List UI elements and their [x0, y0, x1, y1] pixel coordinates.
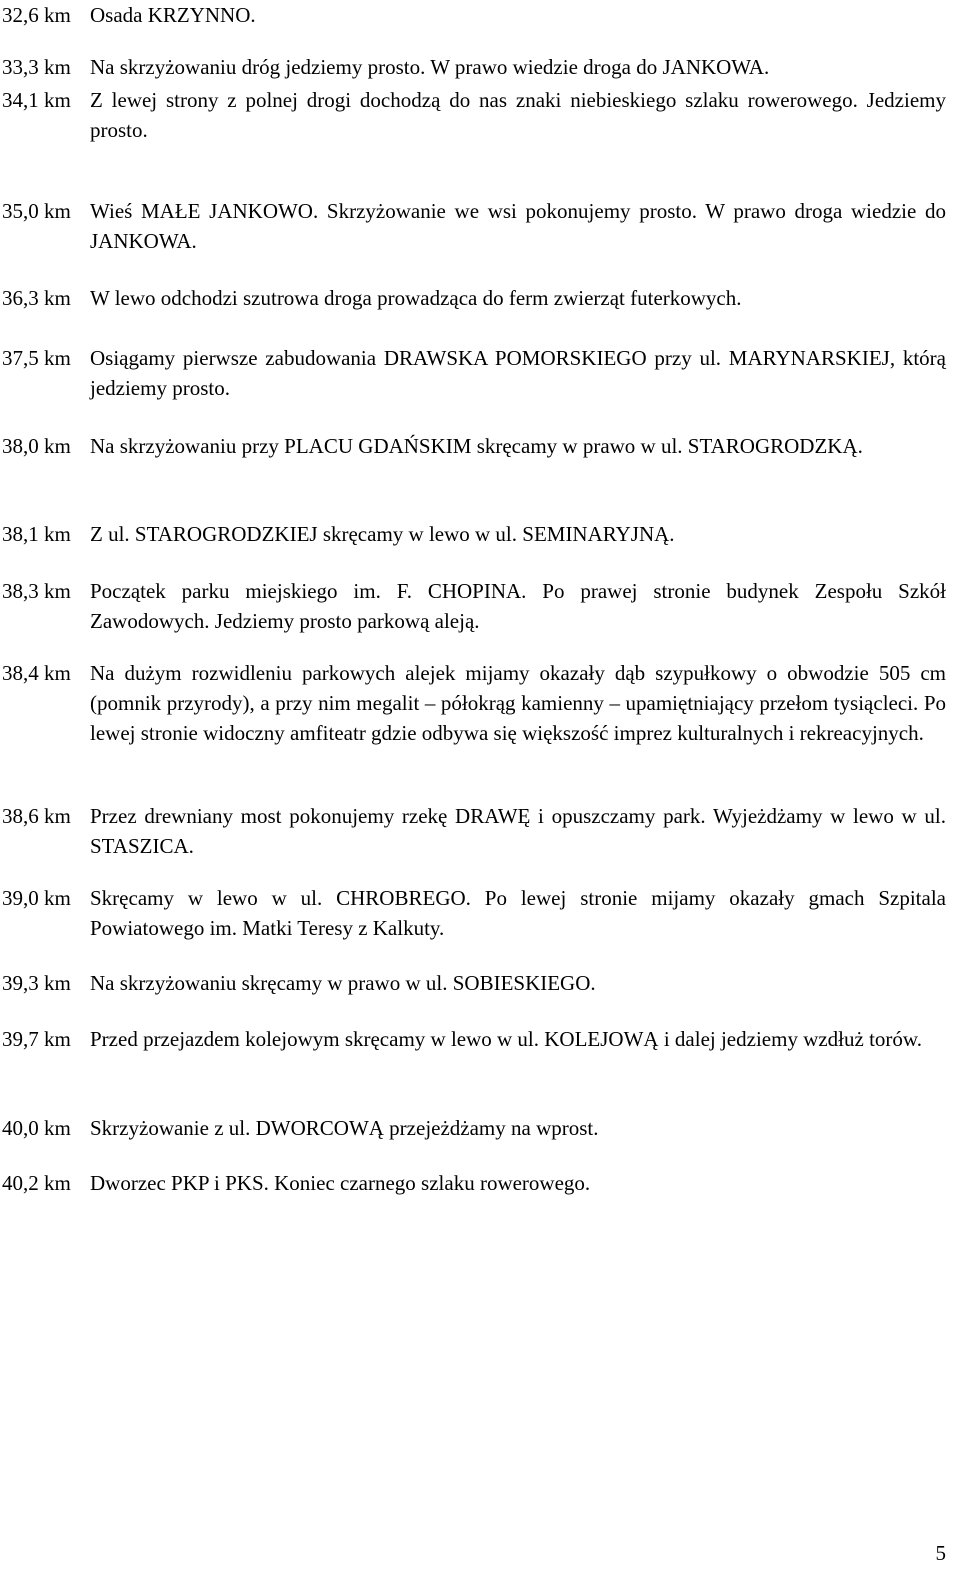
page-number: 5: [935, 1541, 946, 1565]
entry-text: Dworzec PKP i PKS. Koniec czarnego szlaku rowerowego.: [90, 1171, 591, 1195]
entry-text: Początek parku miejskiego im. F. CHOPINA. Po prawej stronie budynek Zespołu Szkół Zawodowych. Jedziemy prosto parkową aleją.: [90, 579, 946, 633]
km-marker: 36,3 km: [2, 286, 71, 310]
route-entry: [2, 519, 946, 549]
entry-text: Z lewej strony z polnej drogi dochodzą do nas znaki niebieskiego szlaku rowerowego. Jedziemy prosto.: [90, 88, 946, 142]
entry-text: Na skrzyżowaniu dróg jedziemy prosto. W prawo wiedzie droga do JANKOWA.: [90, 55, 770, 79]
km-marker: 35,0 km: [2, 199, 71, 223]
route-entry: [2, 431, 946, 461]
entry-text: Na skrzyżowaniu skręcamy w prawo w ul. SOBIESKIEGO.: [90, 971, 596, 995]
km-marker: 39,0 km: [2, 886, 71, 910]
entry-text: Na dużym rozwidleniu parkowych alejek mijamy okazały dąb szypułkowy o obwodzie 505 cm (pomnik przyrody), a przy nim megalit – półokrąg kamienny – upamiętniający przełom tysiącleci. Po lewej stronie widoczny amfiteatr gdzie odbywa się większość imprez kulturalnych i rekreacyjnych.: [90, 661, 946, 745]
entry-text: Osada KRZYNNO.: [90, 3, 256, 27]
entry-text: Osiągamy pierwsze zabudowania DRAWSKA POMORSKIEGO przy ul. MARYNARSKIEJ, którą jedziemy prosto.: [90, 346, 946, 400]
km-marker: 39,7 km: [2, 1027, 71, 1051]
km-marker: 33,3 km: [2, 55, 71, 79]
km-marker: 38,3 km: [2, 579, 71, 603]
km-marker: 39,3 km: [2, 971, 71, 995]
entry-text: Skrzyżowanie z ul. DWORCOWĄ przejeżdżamy na wprost.: [90, 1116, 599, 1140]
route-entry: [2, 576, 946, 636]
route-entry: [2, 85, 946, 145]
km-marker: 38,6 km: [2, 804, 71, 828]
km-marker: 32,6 km: [2, 3, 71, 27]
km-marker: 40,2 km: [2, 1171, 71, 1195]
entry-text: Wieś MAŁE JANKOWO. Skrzyżowanie we wsi pokonujemy prosto. W prawo droga wiedzie do JANKOWA.: [90, 199, 946, 253]
route-entry: [2, 196, 946, 256]
route-entry: [2, 883, 946, 943]
km-marker: 37,5 km: [2, 346, 71, 370]
km-marker: 38,1 km: [2, 522, 71, 546]
route-entry: [2, 343, 946, 403]
km-marker: 38,4 km: [2, 661, 71, 685]
route-entry: [2, 968, 946, 998]
route-entry: [2, 658, 946, 748]
route-entry: [2, 1168, 946, 1198]
route-entry: [2, 283, 946, 313]
route-entry: [2, 1113, 946, 1143]
route-entry: [2, 0, 946, 30]
km-marker: 38,0 km: [2, 434, 71, 458]
entry-text: Przed przejazdem kolejowym skręcamy w lewo w ul. KOLEJOWĄ i dalej jedziemy wzdłuż torów.: [90, 1027, 922, 1051]
entry-text: Skręcamy w lewo w ul. CHROBREGO. Po lewej stronie mijamy okazały gmach Szpitala Powiatowego im. Matki Teresy z Kalkuty.: [90, 886, 946, 940]
entry-text: Z ul. STAROGRODZKIEJ skręcamy w lewo w ul. SEMINARYJNĄ.: [90, 522, 675, 546]
route-entry: [2, 1024, 946, 1054]
entry-text: W lewo odchodzi szutrowa droga prowadząca do ferm zwierząt futerkowych.: [90, 286, 742, 310]
km-marker: 34,1 km: [2, 88, 71, 112]
route-entry: [2, 801, 946, 861]
km-marker: 40,0 km: [2, 1116, 71, 1140]
entry-text: Na skrzyżowaniu przy PLACU GDAŃSKIM skręcamy w prawo w ul. STAROGRODZKĄ.: [90, 434, 863, 458]
route-entry: [2, 52, 946, 82]
entry-text: Przez drewniany most pokonujemy rzekę DRAWĘ i opuszczamy park. Wyjeżdżamy w lewo w ul. STASZICA.: [90, 804, 946, 858]
